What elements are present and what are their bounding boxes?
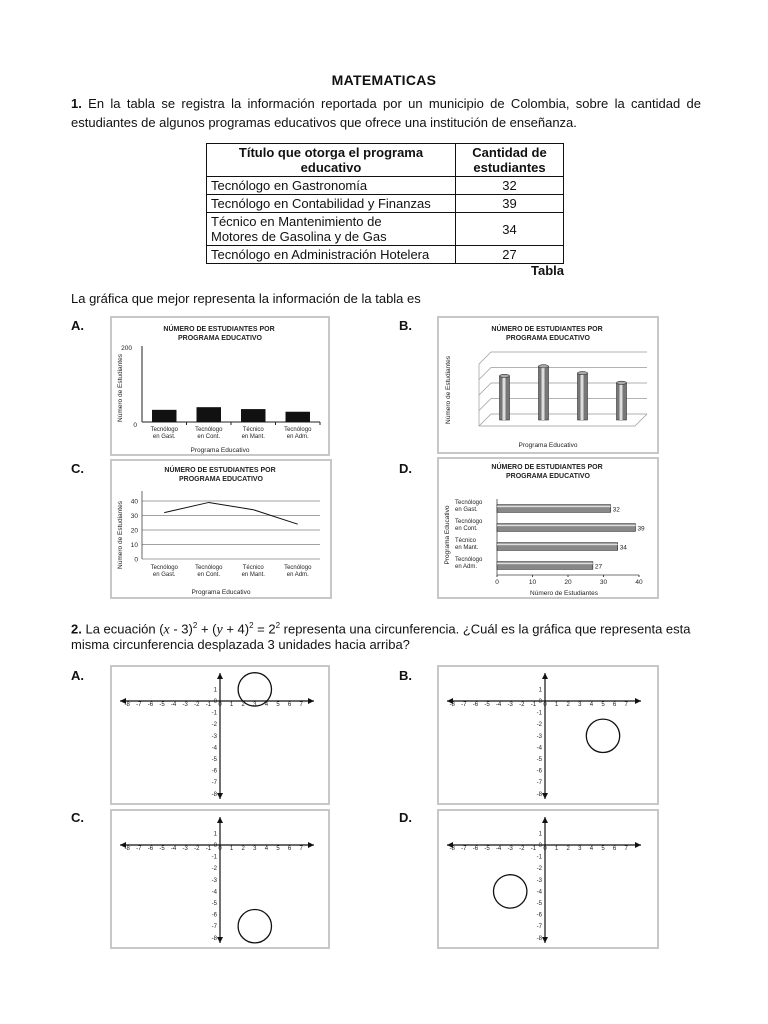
plane-d[interactable] [437, 809, 659, 949]
y-tick-label: -6 [536, 768, 542, 775]
plane-d-svg [439, 811, 657, 947]
chart-c-xtick-label-line2: en Mant. [241, 572, 265, 578]
chart-c-xtick-label-line2: en Adm. [286, 572, 309, 578]
y-tick-label: -1 [536, 854, 542, 861]
chart-c-grid [131, 491, 320, 564]
x-tick-label: 4 [589, 702, 594, 708]
option-d-label: D. [399, 461, 412, 476]
table-row [207, 177, 564, 195]
chart-d-ytick-label-line2: en Mant. [455, 544, 479, 551]
chart-d-title-line2: PROGRAMA EDUCATIVO [506, 473, 590, 480]
chart-a[interactable] [110, 316, 330, 456]
chart-c-line [151, 502, 313, 578]
y-tick-label: -2 [211, 866, 217, 873]
x-tick-label: 6 [612, 702, 617, 708]
table-cell-count: 34 [456, 213, 564, 246]
x-tick-label: 0 [543, 846, 547, 852]
y-tick-label: 0 [213, 843, 217, 849]
chart-d-bar-highlight [497, 506, 611, 508]
chart-b-title [491, 324, 604, 342]
x-tick-label: 5 [276, 702, 280, 708]
x-tick-label: -4 [170, 846, 177, 852]
option-c-label: C. [71, 461, 84, 476]
x-tick-label: -6 [147, 846, 154, 852]
chart-a-xtick-label-line2: en Mant. [241, 434, 265, 440]
chart-c-ytick: 30 [130, 513, 138, 520]
chart-b-bar-top [578, 372, 588, 375]
question-2-number: 2. [71, 621, 82, 637]
y-tick-label: -8 [211, 791, 217, 798]
chart-c-title [164, 465, 277, 483]
equation-part: - 3) [169, 621, 193, 637]
table-cell-program: Tecnólogo en Contabilidad y Finanzas [207, 195, 456, 213]
chart-d-value-label: 32 [612, 506, 620, 514]
chart-c-xlabel: Programa Educativo [191, 589, 251, 596]
y-tick-label: -2 [536, 866, 542, 873]
x-tick-label: -3 [182, 846, 188, 852]
chart-c-xtick-label-line1: Tecnólogo [150, 565, 178, 571]
option-d-label: D. [399, 810, 412, 825]
chart-c-xtick-label [284, 565, 312, 578]
plane-c[interactable] [110, 809, 330, 949]
chart-c-svg [112, 461, 330, 597]
y-tick-label: -4 [536, 889, 542, 896]
option-a-label: A. [71, 318, 84, 333]
x-tick-label: 3 [578, 702, 582, 708]
chart-d-bar-highlight [497, 525, 635, 527]
y-tick-label: -2 [536, 722, 542, 729]
chart-b-title-line1: NÚMERO DE ESTUDIANTES POR [491, 326, 603, 333]
chart-d-xtick: 10 [528, 579, 537, 586]
plane-b-svg [439, 667, 657, 803]
y-axis-arrow-down-icon [217, 793, 223, 799]
option-b-label: B. [399, 668, 412, 683]
x-tick-label: 3 [253, 846, 257, 852]
y-tick-label: -5 [211, 757, 217, 763]
chart-b-title-line2: PROGRAMA EDUCATIVO [506, 335, 590, 342]
y-axis-arrow-up-icon [542, 673, 548, 679]
x-tick-label: 2 [241, 846, 245, 852]
x-tick-label: -7 [461, 846, 467, 852]
chart-c-ytick: 40 [130, 498, 138, 506]
chart-a-xtick-label-line2: en Cont. [197, 434, 221, 440]
chart-d-bar-highlight [497, 563, 593, 565]
y-axis-arrow-up-icon [217, 673, 223, 679]
question-2-text-line2: misma circunferencia desplazada 3 unidades hacia arriba? [71, 637, 410, 652]
students-table [206, 143, 564, 264]
equation-exponent: 2 [249, 621, 254, 630]
chart-b-bar-top [500, 374, 510, 377]
x-tick-label: 2 [241, 702, 245, 708]
x-tick-label: 0 [218, 846, 222, 852]
chart-a-ylabel: Número de Estudiantes [117, 354, 124, 422]
x-tick-label: 4 [264, 702, 269, 708]
chart-b[interactable] [437, 316, 659, 454]
y-axis-arrow-up-icon [217, 817, 223, 823]
x-tick-label: -5 [159, 702, 165, 708]
x-tick-label: 7 [624, 702, 628, 708]
y-tick-label: -3 [211, 733, 217, 740]
equation-exponent: 2 [275, 621, 281, 630]
y-tick-label: -5 [211, 901, 217, 907]
chart-c-xtick-label-line1: Técnico [242, 565, 264, 571]
chart-b-svg [439, 318, 657, 452]
x-tick-label: -1 [530, 702, 537, 708]
table-header-row [207, 144, 564, 177]
y-tick-label: -6 [211, 912, 217, 919]
chart-c-xtick-label-line2: en Gast. [152, 572, 176, 578]
x-tick-label: -1 [205, 846, 212, 852]
chart-b-bar-highlight [620, 383, 623, 420]
x-tick-label: 1 [229, 702, 234, 708]
x-tick-label: -7 [461, 702, 467, 708]
chart-d-xlabel: Número de Estudiantes [530, 590, 598, 597]
y-tick-label: 1 [213, 831, 217, 838]
y-tick-label: 1 [538, 687, 542, 694]
chart-b-grid-line [479, 383, 491, 395]
chart-b-ylabel: Número de Estudiantes [445, 356, 452, 424]
x-tick-label: 6 [612, 846, 617, 852]
x-tick-label: -8 [449, 846, 455, 852]
chart-d-xtick: 30 [599, 579, 608, 586]
table-cell-program: Tecnólogo en Administración Hotelera [207, 246, 456, 264]
option-c-label: C. [71, 810, 84, 825]
chart-d-value-label: 39 [637, 525, 645, 533]
y-tick-label: -8 [536, 935, 542, 942]
chart-c[interactable] [110, 459, 332, 599]
table-caption: Tabla [531, 263, 564, 278]
chart-c-series-line [164, 502, 298, 524]
y-tick-label: -7 [536, 924, 542, 931]
chart-b-bars [500, 365, 627, 420]
chart-b-grid-line [479, 399, 491, 411]
chart-d-xtick: 40 [635, 579, 643, 586]
chart-c-ytick: 10 [130, 542, 138, 549]
y-tick-label: -4 [536, 745, 542, 752]
chart-b-bar-top [539, 365, 549, 368]
question-1-number: 1. [71, 96, 82, 111]
chart-a-title-line2: PROGRAMA EDUCATIVO [178, 335, 262, 342]
y-tick-label: -8 [536, 791, 542, 798]
chart-b-bar-highlight [503, 376, 506, 420]
chart-c-xtick-label-line1: Tecnólogo [284, 565, 312, 571]
chart-b-xlabel: Programa Educativo [518, 442, 578, 449]
y-tick-label: -7 [211, 780, 217, 787]
chart-c-xtick-label [151, 565, 179, 578]
question-1-prompt: La gráfica que mejor representa la información de la tabla es [71, 291, 421, 306]
equation-part: + 4) [222, 621, 250, 637]
question-1-statement: En la tabla se registra la información reportada por un municipio de Colombia, sobre la cantidad de estudiantes de algunos programas educativos que ofrece una institución de enseñanza. [71, 96, 701, 130]
chart-a-bar [286, 412, 310, 422]
question-1-text [71, 94, 701, 132]
table-cell-count: 27 [456, 246, 564, 264]
circle-graph [493, 875, 526, 908]
chart-a-bar [152, 410, 176, 422]
chart-a-xtick-label [242, 427, 266, 440]
x-tick-label: -1 [530, 846, 537, 852]
x-tick-label: -2 [194, 846, 200, 852]
x-tick-label: -4 [495, 846, 502, 852]
y-tick-label: -2 [211, 722, 217, 729]
x-tick-label: -3 [507, 846, 513, 852]
chart-c-xtick-label-line1: Tecnólogo [195, 565, 223, 571]
table-header-count: Cantidad de estudiantes [456, 144, 564, 177]
y-tick-label: -4 [211, 745, 217, 752]
chart-a-bar [241, 409, 265, 422]
chart-a-xtick-label [284, 427, 312, 440]
chart-a-xtick-label-line1: Tecnólogo [150, 427, 178, 433]
table-cell-program: Técnico en Mantenimiento de Motores de Gasolina y de Gas [207, 213, 456, 246]
y-tick-label: -8 [211, 935, 217, 942]
chart-d-title-line1: NÚMERO DE ESTUDIANTES POR [491, 464, 603, 471]
chart-c-xtick-label [195, 565, 223, 578]
x-axis-arrow-right-icon [308, 698, 314, 704]
x-tick-label: 0 [543, 702, 547, 708]
y-tick-label: -7 [536, 780, 542, 787]
chart-d-ylabel: Programa Educativo [444, 505, 451, 565]
x-tick-label: -5 [484, 702, 490, 708]
y-tick-label: -1 [211, 710, 217, 717]
y-tick-label: -1 [211, 854, 217, 861]
y-tick-label: -1 [536, 710, 542, 717]
equation-exponent: 2 [192, 621, 198, 630]
chart-c-xtick-label-line2: en Cont. [197, 572, 221, 578]
x-tick-label: -5 [159, 846, 165, 852]
x-tick-label: -7 [136, 702, 142, 708]
x-tick-label: -8 [124, 702, 130, 708]
x-tick-label: -5 [484, 846, 490, 852]
x-tick-label: -6 [472, 702, 479, 708]
plane-a[interactable] [110, 665, 330, 805]
chart-c-xtick-label [242, 565, 266, 578]
table-cell-count: 32 [456, 177, 564, 195]
chart-d-xtick: 0 [495, 579, 499, 586]
circle-graph [586, 719, 619, 752]
x-tick-label: 4 [589, 846, 594, 852]
chart-c-title-line1: NÚMERO DE ESTUDIANTES POR [164, 467, 276, 474]
y-axis-arrow-up-icon [542, 817, 548, 823]
table-cell-count: 39 [456, 195, 564, 213]
x-tick-label: 5 [276, 846, 280, 852]
chart-a-xtick-label [151, 427, 179, 440]
chart-b-axis [635, 414, 647, 426]
chart-a-bar [197, 407, 221, 422]
equation-part: = 2 [253, 621, 276, 637]
chart-b-bar-highlight [542, 366, 545, 420]
x-tick-label: -6 [147, 702, 154, 708]
chart-a-xtick-label-line2: en Gast. [152, 434, 176, 440]
chart-d-value-label: 27 [594, 563, 603, 571]
x-tick-label: 1 [554, 846, 559, 852]
x-tick-label: -8 [449, 702, 455, 708]
x-tick-label: -2 [194, 702, 200, 708]
chart-d-value-label: 34 [619, 544, 627, 552]
x-axis-arrow-right-icon [635, 698, 641, 704]
y-tick-label: -6 [536, 912, 542, 919]
y-axis-arrow-down-icon [542, 793, 548, 799]
chart-a-svg [112, 318, 328, 454]
chart-d-svg [439, 459, 657, 597]
chart-c-title-line2: PROGRAMA EDUCATIVO [179, 476, 263, 483]
y-tick-label: -3 [211, 877, 217, 884]
chart-c-ytick: 0 [134, 556, 138, 564]
y-tick-label: -7 [211, 924, 217, 931]
x-tick-label: 5 [601, 846, 605, 852]
table-row [207, 246, 564, 264]
chart-a-title-line1: NÚMERO DE ESTUDIANTES POR [163, 326, 275, 333]
x-tick-label: 1 [229, 846, 234, 852]
circle-graph [238, 909, 271, 942]
y-tick-label: 0 [213, 699, 217, 705]
chart-d-ytick-label [455, 500, 483, 513]
chart-b-grid-line [479, 368, 491, 380]
chart-d[interactable] [437, 457, 659, 599]
chart-d-xtick: 20 [564, 579, 572, 586]
x-tick-label: 2 [566, 702, 570, 708]
x-tick-label: 1 [554, 702, 559, 708]
y-tick-label: -3 [536, 733, 542, 740]
y-axis-arrow-down-icon [542, 937, 548, 943]
x-tick-label: -2 [519, 702, 525, 708]
chart-c-ytick: 20 [130, 527, 138, 535]
x-axis-arrow-right-icon [308, 842, 314, 848]
chart-a-xlabel: Programa Educativo [190, 447, 250, 454]
chart-a-title [163, 324, 276, 342]
chart-d-ytick-label-line2: en Adm. [455, 563, 478, 570]
x-tick-label: 3 [253, 702, 257, 708]
y-tick-label: -4 [211, 889, 217, 896]
equation-var-y: y [216, 622, 223, 638]
x-tick-label: 4 [264, 846, 269, 852]
chart-d-ytick-label-line1: Tecnólogo [455, 556, 483, 563]
chart-b-bar-top [617, 381, 627, 384]
chart-d-title [491, 462, 604, 480]
chart-d-ytick-label-line1: Tecnólogo [455, 518, 483, 525]
chart-a-xtick-label-line1: Tecnólogo [195, 427, 223, 433]
equation-var-x: x [163, 622, 170, 638]
chart-a-bars [151, 407, 320, 440]
equation-part: + ( [197, 621, 217, 637]
equation-part: representa una circunferencia. ¿Cuál es la gráfica que representa esta [280, 621, 691, 637]
y-tick-label: -6 [211, 768, 217, 775]
y-axis-arrow-down-icon [217, 937, 223, 943]
x-tick-label: -3 [182, 702, 188, 708]
x-tick-label: 3 [578, 846, 582, 852]
chart-d-ytick-label [455, 519, 483, 532]
table-row [207, 213, 564, 246]
plane-b[interactable] [437, 665, 659, 805]
chart-b-bar-highlight [581, 373, 584, 420]
chart-d-ytick-label [455, 557, 483, 570]
y-tick-label: 0 [538, 699, 542, 705]
chart-d-ytick-label [455, 538, 479, 551]
x-tick-label: 7 [299, 846, 303, 852]
option-b-label: B. [399, 318, 412, 333]
chart-d-ytick-label-line2: en Gast. [455, 506, 478, 513]
y-tick-label: -5 [536, 901, 542, 907]
equation-part: La ecuación ( [85, 621, 164, 637]
x-tick-label: 2 [566, 846, 570, 852]
plane-c-svg [112, 811, 328, 947]
x-tick-label: 6 [287, 846, 292, 852]
x-tick-label: -2 [519, 846, 525, 852]
chart-d-ytick-label-line1: Tecnólogo [455, 499, 483, 506]
x-tick-label: -6 [472, 846, 479, 852]
y-tick-label: -3 [536, 877, 542, 884]
x-tick-label: -8 [124, 846, 130, 852]
y-tick-label: 1 [538, 831, 542, 838]
chart-a-xtick-label-line1: Tecnólogo [284, 427, 312, 433]
x-tick-label: 7 [624, 846, 628, 852]
x-tick-label: -4 [495, 702, 502, 708]
x-tick-label: -3 [507, 702, 513, 708]
chart-a-xtick-label-line2: en Adm. [286, 434, 309, 440]
x-tick-label: 6 [287, 702, 292, 708]
chart-b-grid-line [479, 414, 491, 426]
chart-b-grid-line [479, 352, 491, 364]
table-header-program: Título que otorga el programa educativo [207, 144, 456, 177]
chart-d-bar-highlight [497, 544, 618, 546]
plane-a-svg [112, 667, 328, 803]
chart-a-xtick-label-line1: Técnico [242, 427, 264, 433]
chart-a-ytick: 0 [133, 422, 137, 429]
chart-a-ytick: 200 [121, 345, 132, 352]
y-tick-label: -5 [536, 757, 542, 763]
x-tick-label: 0 [218, 702, 222, 708]
table-cell-program: Tecnólogo en Gastronomía [207, 177, 456, 195]
chart-c-ylabel: Número de Estudiantes [117, 501, 124, 569]
option-a-label: A. [71, 668, 84, 683]
x-tick-label: -7 [136, 846, 142, 852]
x-tick-label: -1 [205, 702, 212, 708]
chart-a-xtick-label [195, 427, 223, 440]
page-title: MATEMATICAS [331, 72, 437, 88]
x-tick-label: 5 [601, 702, 605, 708]
chart-d-bars [455, 499, 645, 586]
y-tick-label: 0 [538, 843, 542, 849]
x-axis-arrow-right-icon [635, 842, 641, 848]
y-tick-label: 1 [213, 687, 217, 694]
chart-d-ytick-label-line1: Técnico [455, 537, 477, 544]
chart-d-ytick-label-line2: en Cont. [455, 525, 478, 532]
x-tick-label: 7 [299, 702, 303, 708]
x-tick-label: -4 [170, 702, 177, 708]
table-row [207, 195, 564, 213]
